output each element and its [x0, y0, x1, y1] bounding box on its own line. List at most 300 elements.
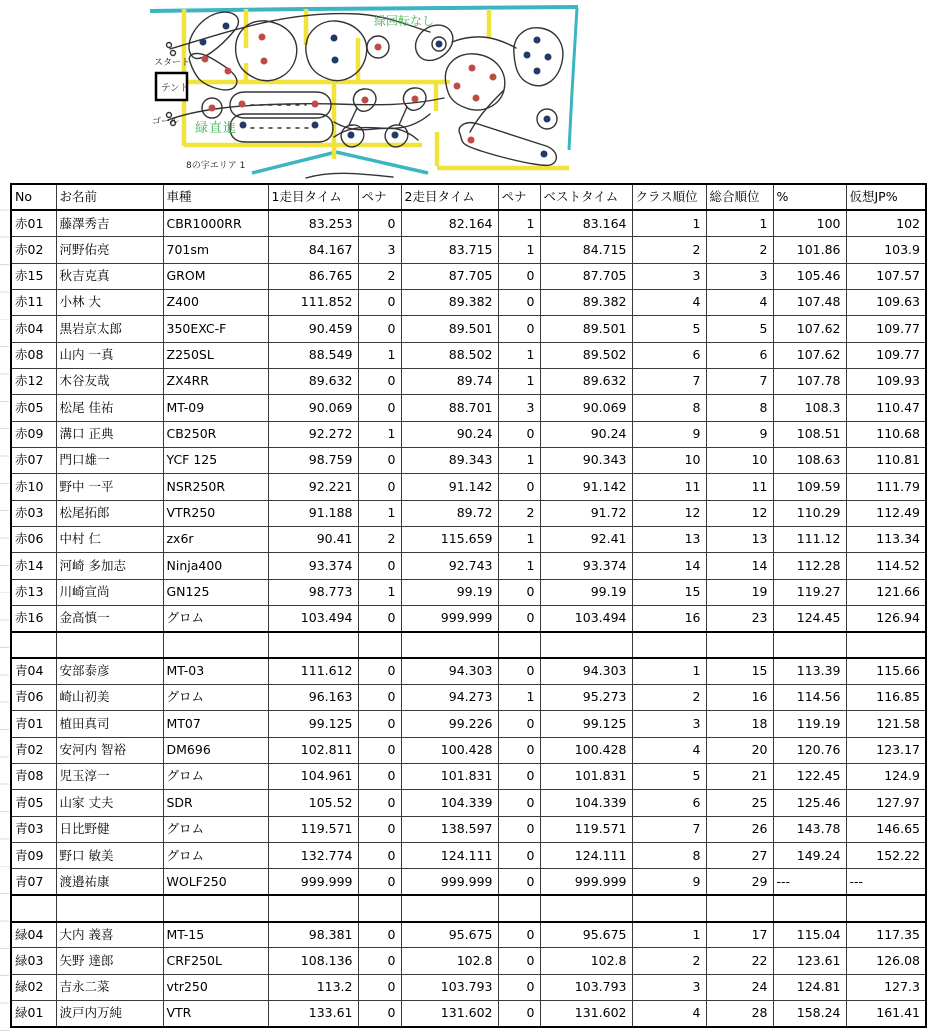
cell: 21	[706, 764, 773, 790]
cell: SDR	[163, 790, 268, 816]
cell: 崎山初美	[56, 685, 163, 711]
cell: 15	[632, 579, 706, 605]
map-label-goal: ゴール	[152, 117, 179, 127]
cell: 10	[706, 447, 773, 473]
table-row	[11, 368, 926, 394]
cell: 金高慎一	[56, 606, 163, 632]
separator	[11, 632, 926, 658]
cell: 7	[706, 368, 773, 394]
cell: 0	[358, 790, 401, 816]
cell: 緑03	[11, 948, 56, 974]
cell: 152.22	[846, 843, 926, 869]
cell: 125.46	[773, 790, 846, 816]
empty-cell	[846, 632, 926, 658]
cell: 赤08	[11, 342, 56, 368]
cell: 103.793	[540, 974, 632, 1000]
cell: 0	[358, 685, 401, 711]
table-row	[11, 948, 926, 974]
cell: 138.597	[401, 816, 498, 842]
table-row	[11, 500, 926, 526]
cell: 0	[498, 764, 540, 790]
cell: 89.501	[401, 316, 498, 342]
course-map	[148, 2, 583, 182]
map-label-no-rotation: 緑回転なし	[374, 14, 435, 28]
cell: 13	[632, 526, 706, 552]
blue-pylon-dots	[200, 23, 552, 158]
cell: 99.125	[540, 711, 632, 737]
cell: GROM	[163, 263, 268, 289]
cell: 4	[632, 1001, 706, 1027]
cell: グロム	[163, 606, 268, 632]
cell: vtr250	[163, 974, 268, 1000]
cell: 安河内 智裕	[56, 737, 163, 763]
cell: 野中 一平	[56, 474, 163, 500]
cell: 8	[632, 843, 706, 869]
cell: NSR250R	[163, 474, 268, 500]
table-row	[11, 342, 926, 368]
cell: 107.62	[773, 342, 846, 368]
cell: 赤16	[11, 606, 56, 632]
empty-cell	[540, 632, 632, 658]
cell: 121.58	[846, 711, 926, 737]
cell: 0	[358, 606, 401, 632]
empty-cell	[706, 632, 773, 658]
cell: 124.111	[401, 843, 498, 869]
empty-cell	[268, 632, 358, 658]
cell: 91.188	[268, 500, 358, 526]
table-row	[11, 816, 926, 842]
cell: 107.48	[773, 289, 846, 315]
cell: 1	[498, 342, 540, 368]
cell: 107.78	[773, 368, 846, 394]
cell: 0	[358, 869, 401, 895]
table-row	[11, 210, 926, 236]
cell: 赤03	[11, 500, 56, 526]
cell: 110.81	[846, 447, 926, 473]
cell: 999.999	[401, 869, 498, 895]
cell: 3	[358, 237, 401, 263]
cell: 101.831	[540, 764, 632, 790]
cell: 4	[706, 289, 773, 315]
cell: 12	[632, 500, 706, 526]
cell: 91.72	[540, 500, 632, 526]
table-row	[11, 579, 926, 605]
cell: 青04	[11, 658, 56, 684]
cell: 113.2	[268, 974, 358, 1000]
cell: 83.164	[540, 210, 632, 236]
empty-cell	[773, 632, 846, 658]
cell: 15	[706, 658, 773, 684]
cell: 110.68	[846, 421, 926, 447]
cell: 0	[498, 974, 540, 1000]
cell: 9	[632, 421, 706, 447]
table-row	[11, 922, 926, 948]
cell: 0	[358, 948, 401, 974]
cell: 0	[498, 1001, 540, 1027]
cell: 1	[498, 210, 540, 236]
empty-cell	[498, 632, 540, 658]
table-row	[11, 685, 926, 711]
cell: 107.62	[773, 316, 846, 342]
cell: 0	[498, 948, 540, 974]
cell: 青09	[11, 843, 56, 869]
cell: 黒岩京太郎	[56, 316, 163, 342]
cell: 日比野健	[56, 816, 163, 842]
cell: 青08	[11, 764, 56, 790]
cell: 103.9	[846, 237, 926, 263]
cell: 大内 義喜	[56, 922, 163, 948]
cell: 24	[706, 974, 773, 1000]
cell: 127.97	[846, 790, 926, 816]
cell: 108.63	[773, 447, 846, 473]
cell: 3	[706, 263, 773, 289]
cell: 119.19	[773, 711, 846, 737]
cell: 105.52	[268, 790, 358, 816]
cell: 105.46	[773, 263, 846, 289]
cell: 1	[498, 447, 540, 473]
table-row	[11, 237, 926, 263]
cell: 19	[706, 579, 773, 605]
cell: 0	[498, 421, 540, 447]
cell: 1	[498, 553, 540, 579]
cell: 83.253	[268, 210, 358, 236]
empty-cell	[632, 632, 706, 658]
cell: 89.382	[401, 289, 498, 315]
column-header: ペナ	[358, 184, 401, 210]
empty-cell	[56, 895, 163, 921]
column-header: 車種	[163, 184, 268, 210]
cell: 2	[358, 526, 401, 552]
cell: 111.12	[773, 526, 846, 552]
cell: 16	[706, 685, 773, 711]
cell: 124.9	[846, 764, 926, 790]
cell: 90.41	[268, 526, 358, 552]
cell: 149.24	[773, 843, 846, 869]
cell: 92.743	[401, 553, 498, 579]
cell: 143.78	[773, 816, 846, 842]
cell: 119.571	[268, 816, 358, 842]
empty-cell	[56, 632, 163, 658]
cell: 赤13	[11, 579, 56, 605]
cell: 92.221	[268, 474, 358, 500]
cell: 83.715	[401, 237, 498, 263]
cell: グロム	[163, 685, 268, 711]
cell: 9	[706, 421, 773, 447]
spreadsheet-gridline-stubs	[0, 183, 9, 1032]
cell: 126.94	[846, 606, 926, 632]
cell: 赤05	[11, 395, 56, 421]
cell: 98.773	[268, 579, 358, 605]
cell: 川崎宣尚	[56, 579, 163, 605]
cell: 88.549	[268, 342, 358, 368]
cell: 127.3	[846, 974, 926, 1000]
cell: 0	[498, 579, 540, 605]
cell: 121.66	[846, 579, 926, 605]
cell: 110.47	[846, 395, 926, 421]
cell: 124.111	[540, 843, 632, 869]
cell: DM696	[163, 737, 268, 763]
cell: 89.632	[540, 368, 632, 394]
cell: 2	[632, 685, 706, 711]
column-header: ベストタイム	[540, 184, 632, 210]
cell: 1	[358, 421, 401, 447]
cell: VTR250	[163, 500, 268, 526]
cell: 青01	[11, 711, 56, 737]
cell: 126.08	[846, 948, 926, 974]
cell: 90.069	[268, 395, 358, 421]
cell: 99.125	[268, 711, 358, 737]
cell: 107.57	[846, 263, 926, 289]
cell: 7	[632, 816, 706, 842]
cell: 103.494	[268, 606, 358, 632]
cell: 90.343	[540, 447, 632, 473]
cell: 2	[632, 237, 706, 263]
cell: 115.04	[773, 922, 846, 948]
cell: 山家 丈夫	[56, 790, 163, 816]
column-header: 2走目タイム	[401, 184, 498, 210]
teal-boundary-lines	[150, 7, 578, 173]
cell: ---	[846, 869, 926, 895]
cell: 赤02	[11, 237, 56, 263]
cell: 95.675	[540, 922, 632, 948]
cell: 16	[632, 606, 706, 632]
separator	[11, 895, 926, 921]
map-label-figure8-area: 8の字エリア 1	[186, 161, 246, 171]
cell: 12	[706, 500, 773, 526]
cell: 120.76	[773, 737, 846, 763]
cell: 中村 仁	[56, 526, 163, 552]
cell: 102.811	[268, 737, 358, 763]
cell: 0	[358, 922, 401, 948]
column-header: 仮想JP%	[846, 184, 926, 210]
cell: 94.303	[540, 658, 632, 684]
cell: 28	[706, 1001, 773, 1027]
cell: 8	[632, 395, 706, 421]
empty-cell	[358, 632, 401, 658]
cell: MT-03	[163, 658, 268, 684]
cell: 25	[706, 790, 773, 816]
cell: WOLF250	[163, 869, 268, 895]
section-green	[11, 922, 926, 1027]
cell: MT-09	[163, 395, 268, 421]
cell: 10	[632, 447, 706, 473]
cell: 山内 一真	[56, 342, 163, 368]
cell: 赤07	[11, 447, 56, 473]
map-label-tent: テント	[161, 83, 190, 94]
table-row	[11, 790, 926, 816]
cell: 2	[632, 948, 706, 974]
cell: CB250R	[163, 421, 268, 447]
cell: 1	[498, 237, 540, 263]
table-row	[11, 263, 926, 289]
cell: 124.45	[773, 606, 846, 632]
cell: 3	[632, 974, 706, 1000]
empty-cell	[540, 895, 632, 921]
cell: 701sm	[163, 237, 268, 263]
cell: 146.65	[846, 816, 926, 842]
cell: 赤14	[11, 553, 56, 579]
cell: 0	[358, 1001, 401, 1027]
empty-row	[11, 895, 926, 921]
cell: 93.374	[540, 553, 632, 579]
table-row	[11, 974, 926, 1000]
cell: 350EXC-F	[163, 316, 268, 342]
map-label-green-straight: 緑直進	[195, 121, 238, 136]
cell: 26	[706, 816, 773, 842]
cell: 109.59	[773, 474, 846, 500]
cell: 河野佑亮	[56, 237, 163, 263]
cell: 6	[632, 790, 706, 816]
cell: 123.61	[773, 948, 846, 974]
cell: 90.459	[268, 316, 358, 342]
cell: CRF250L	[163, 948, 268, 974]
cell: グロム	[163, 816, 268, 842]
map-label-start: スタート	[154, 58, 191, 68]
empty-cell	[401, 632, 498, 658]
table-row	[11, 316, 926, 342]
table-row	[11, 606, 926, 632]
cell: 132.774	[268, 843, 358, 869]
cell: 0	[498, 289, 540, 315]
cell: 90.24	[401, 421, 498, 447]
cell: Z400	[163, 289, 268, 315]
table-row	[11, 474, 926, 500]
cell: 999.999	[401, 606, 498, 632]
column-header: No	[11, 184, 56, 210]
cell: 0	[358, 289, 401, 315]
cell: 100.428	[540, 737, 632, 763]
cell: 103.793	[401, 974, 498, 1000]
cell: 0	[358, 368, 401, 394]
cell: 111.852	[268, 289, 358, 315]
cell: 104.961	[268, 764, 358, 790]
cell: 0	[498, 790, 540, 816]
column-header: クラス順位	[632, 184, 706, 210]
cell: 0	[358, 711, 401, 737]
header-row	[11, 184, 926, 210]
cell: 0	[358, 316, 401, 342]
cell: 88.701	[401, 395, 498, 421]
cell: 100.428	[401, 737, 498, 763]
cell: 青07	[11, 869, 56, 895]
cell: 波戸内万純	[56, 1001, 163, 1027]
cell: 吉永二菜	[56, 974, 163, 1000]
cell: 0	[498, 737, 540, 763]
cell: 116.85	[846, 685, 926, 711]
cell: 109.77	[846, 342, 926, 368]
yellow-course-lines	[184, 9, 569, 168]
cell: Ninja400	[163, 553, 268, 579]
cell: 87.705	[401, 263, 498, 289]
table-row	[11, 658, 926, 684]
cell: グロム	[163, 843, 268, 869]
cell: 1	[632, 210, 706, 236]
cell: GN125	[163, 579, 268, 605]
cell: 108.3	[773, 395, 846, 421]
cell: 109.63	[846, 289, 926, 315]
cell: 1	[358, 500, 401, 526]
cell: 108.51	[773, 421, 846, 447]
cell: 5	[706, 316, 773, 342]
cell: 青06	[11, 685, 56, 711]
table-row	[11, 711, 926, 737]
cell: 119.571	[540, 816, 632, 842]
cell: 111.79	[846, 474, 926, 500]
cell: 101.831	[401, 764, 498, 790]
cell: 115.66	[846, 658, 926, 684]
cell: 門口雄一	[56, 447, 163, 473]
cell: 122.45	[773, 764, 846, 790]
cell: MT07	[163, 711, 268, 737]
cell: 13	[706, 526, 773, 552]
cell: 植田真司	[56, 711, 163, 737]
empty-cell	[358, 895, 401, 921]
cell: ---	[773, 869, 846, 895]
cell: 110.29	[773, 500, 846, 526]
cell: 112.49	[846, 500, 926, 526]
cell: 91.142	[540, 474, 632, 500]
cell: 6	[632, 342, 706, 368]
cell: 5	[632, 316, 706, 342]
empty-cell	[498, 895, 540, 921]
empty-row	[11, 632, 926, 658]
cell: 133.61	[268, 1001, 358, 1027]
cell: 114.52	[846, 553, 926, 579]
cell: 2	[358, 263, 401, 289]
table-row	[11, 553, 926, 579]
column-header: お名前	[56, 184, 163, 210]
cell: 0	[358, 447, 401, 473]
cell: 111.612	[268, 658, 358, 684]
table-row	[11, 1001, 926, 1027]
cell: 98.381	[268, 922, 358, 948]
cell: 赤12	[11, 368, 56, 394]
cell: 92.272	[268, 421, 358, 447]
cell: 104.339	[401, 790, 498, 816]
cell: 2	[498, 500, 540, 526]
cell: 119.27	[773, 579, 846, 605]
column-header: 総合順位	[706, 184, 773, 210]
cell: 89.74	[401, 368, 498, 394]
cell: 赤04	[11, 316, 56, 342]
course-path-lines	[167, 12, 563, 178]
cell: 84.167	[268, 237, 358, 263]
cell: 27	[706, 843, 773, 869]
cell: 114.56	[773, 685, 846, 711]
cell: 2	[706, 237, 773, 263]
cell: 8	[706, 395, 773, 421]
cell: 0	[358, 658, 401, 684]
cell: 86.765	[268, 263, 358, 289]
cell: 88.502	[401, 342, 498, 368]
cell: 矢野 達郎	[56, 948, 163, 974]
cell: 0	[498, 869, 540, 895]
cell: 96.163	[268, 685, 358, 711]
cell: 109.77	[846, 316, 926, 342]
cell: 93.374	[268, 553, 358, 579]
cell: 4	[632, 737, 706, 763]
cell: 1	[358, 579, 401, 605]
cell: 14	[632, 553, 706, 579]
empty-cell	[632, 895, 706, 921]
cell: 青05	[11, 790, 56, 816]
cell: 0	[358, 395, 401, 421]
cell: 104.339	[540, 790, 632, 816]
table-header	[11, 184, 926, 210]
cell: 999.999	[540, 869, 632, 895]
cell: 藤澤秀吉	[56, 210, 163, 236]
cell: 102.8	[401, 948, 498, 974]
